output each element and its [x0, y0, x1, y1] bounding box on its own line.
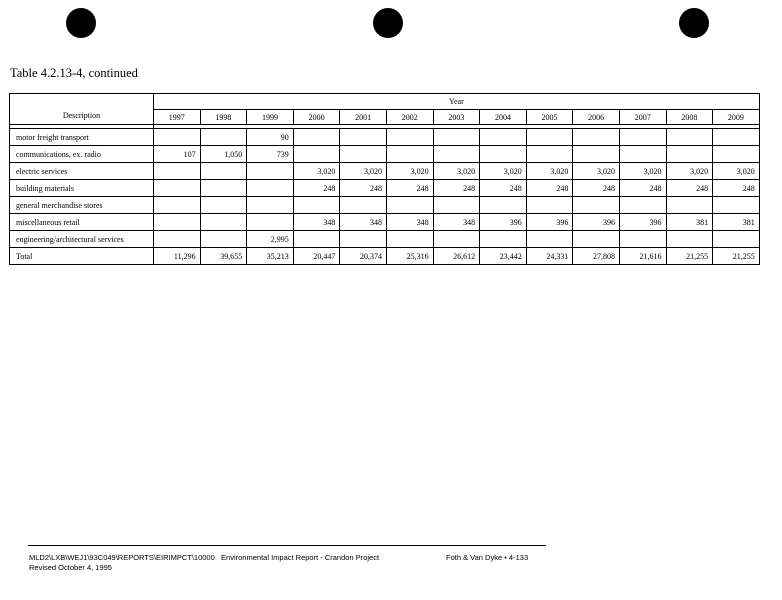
year-header-1999: 1999: [247, 110, 294, 125]
footer-path: MLD2\LXB\WEJ1\93C049\REPORTS\EIRIMPCT\10000: [29, 553, 215, 562]
table-cell: [200, 129, 247, 146]
table-cell: [293, 197, 340, 214]
table-cell: [526, 197, 573, 214]
table-cell: 2,995: [247, 231, 294, 248]
table-cell: 24,331: [526, 248, 573, 265]
table-cell: [200, 197, 247, 214]
year-group-header: Year: [154, 94, 760, 110]
year-header-1997: 1997: [154, 110, 201, 125]
table-cell: 23,442: [480, 248, 527, 265]
table-cell: 381: [713, 214, 760, 231]
table-cell: 39,655: [200, 248, 247, 265]
table-cell: 381: [666, 214, 713, 231]
table-cell: [154, 163, 201, 180]
table-row: [10, 129, 760, 146]
table-cell: 248: [433, 180, 480, 197]
table-cell: 25,316: [386, 248, 433, 265]
row-label: Total: [10, 248, 154, 265]
table-cell: [293, 146, 340, 163]
table-cell: [247, 214, 294, 231]
table-cell: 107: [154, 146, 201, 163]
table-cell: [386, 231, 433, 248]
table-cell: 21,255: [666, 248, 713, 265]
table-cell: 3,020: [666, 163, 713, 180]
table-cell: [480, 231, 527, 248]
table-cell: [340, 146, 387, 163]
table-cell: 35,213: [247, 248, 294, 265]
binder-hole-left: [66, 8, 96, 38]
table-cell: [200, 180, 247, 197]
year-header-2003: 2003: [433, 110, 480, 125]
table-cell: [526, 129, 573, 146]
table-cell: [573, 197, 620, 214]
footer-left: [29, 553, 379, 573]
table-cell: 20,374: [340, 248, 387, 265]
row-label: building materials: [10, 180, 154, 197]
footer-revised: Revised October 4, 1995: [29, 563, 112, 572]
table-cell: [247, 197, 294, 214]
table-cell: [340, 197, 387, 214]
year-header-1998: 1998: [200, 110, 247, 125]
table-cell: [433, 129, 480, 146]
table-cell: [293, 231, 340, 248]
table-cell: [713, 146, 760, 163]
table-cell: 3,020: [340, 163, 387, 180]
table-cell: 348: [293, 214, 340, 231]
table-cell: [713, 197, 760, 214]
table-cell: 396: [480, 214, 527, 231]
table-cell: 1,050: [200, 146, 247, 163]
binder-hole-right: [679, 8, 709, 38]
table-cell: 3,020: [480, 163, 527, 180]
table-cell: 248: [526, 180, 573, 197]
table-cell: [573, 129, 620, 146]
binder-hole-center: [373, 8, 403, 38]
table-row: [10, 231, 760, 248]
table-cell: [619, 197, 666, 214]
table-cell: 248: [386, 180, 433, 197]
year-header-2002: 2002: [386, 110, 433, 125]
table-cell: [154, 231, 201, 248]
table-cell: 27,808: [573, 248, 620, 265]
table-cell: 3,020: [433, 163, 480, 180]
table-cell: [433, 197, 480, 214]
table-cell: [480, 197, 527, 214]
table-cell: [200, 214, 247, 231]
table-cell: [386, 129, 433, 146]
year-header-2006: 2006: [573, 110, 620, 125]
table-cell: [666, 129, 713, 146]
table-cell: 3,020: [573, 163, 620, 180]
table-cell: [154, 197, 201, 214]
table-cell: 396: [619, 214, 666, 231]
table-cell: 348: [433, 214, 480, 231]
table-cell: [154, 129, 201, 146]
table-cell: [433, 146, 480, 163]
table-cell: 3,020: [386, 163, 433, 180]
table-cell: 3,020: [713, 163, 760, 180]
footer-rule: [28, 545, 546, 546]
table-cell: [526, 231, 573, 248]
table-row: [10, 197, 760, 214]
year-header-2000: 2000: [293, 110, 340, 125]
table-cell: [154, 214, 201, 231]
table-cell: [573, 231, 620, 248]
table-cell: [200, 163, 247, 180]
table-cell: [619, 129, 666, 146]
table-cell: [573, 146, 620, 163]
table-cell: 3,020: [293, 163, 340, 180]
description-header: Description: [10, 94, 154, 125]
table-cell: 3,020: [526, 163, 573, 180]
table-cell: [480, 129, 527, 146]
table-cell: [247, 180, 294, 197]
table-cell: [433, 231, 480, 248]
table-cell: 348: [340, 214, 387, 231]
table-cell: 21,616: [619, 248, 666, 265]
row-label: motor freight transport: [10, 129, 154, 146]
table-row: [10, 248, 760, 265]
table-cell: [247, 163, 294, 180]
table-cell: 248: [666, 180, 713, 197]
table-cell: 248: [713, 180, 760, 197]
table-cell: [386, 146, 433, 163]
table-cell: [480, 146, 527, 163]
table-cell: [619, 146, 666, 163]
year-header-2001: 2001: [340, 110, 387, 125]
row-label: engineering/architectural services: [10, 231, 154, 248]
table-cell: 348: [386, 214, 433, 231]
table-cell: [154, 180, 201, 197]
table-cell: 248: [573, 180, 620, 197]
table-cell: 248: [480, 180, 527, 197]
table-cell: 20,447: [293, 248, 340, 265]
table-cell: [293, 129, 340, 146]
year-header-2004: 2004: [480, 110, 527, 125]
table-cell: [619, 231, 666, 248]
row-label: electric services: [10, 163, 154, 180]
footer-firm-page: Foth & Van Dyke • 4-133: [446, 553, 529, 562]
year-header-2009: 2009: [713, 110, 760, 125]
table-cell: [666, 231, 713, 248]
table-cell: 26,612: [433, 248, 480, 265]
table-cell: [386, 197, 433, 214]
table-cell: 21,255: [713, 248, 760, 265]
table-caption: Table 4.2.13-4, continued: [10, 66, 138, 80]
row-label: miscellaneous retail: [10, 214, 154, 231]
table-cell: [666, 197, 713, 214]
table-cell: [526, 146, 573, 163]
table-cell: [340, 129, 387, 146]
year-header-2005: 2005: [526, 110, 573, 125]
year-header-2008: 2008: [666, 110, 713, 125]
table-body: [10, 129, 760, 265]
table-cell: 396: [526, 214, 573, 231]
year-header-2007: 2007: [619, 110, 666, 125]
table-cell: [200, 231, 247, 248]
table-row: [10, 163, 760, 180]
table-cell: 3,020: [619, 163, 666, 180]
table-cell: [713, 129, 760, 146]
footer-report: Environmental Impact Report - Crandon Project: [221, 553, 380, 562]
table-cell: 248: [619, 180, 666, 197]
table-cell: 90: [247, 129, 294, 146]
table-cell: [713, 231, 760, 248]
table-cell: 11,296: [154, 248, 201, 265]
table-row: [10, 146, 760, 163]
table-cell: 396: [573, 214, 620, 231]
table-row: [10, 180, 760, 197]
table-cell: [340, 231, 387, 248]
table-cell: 739: [247, 146, 294, 163]
table-cell: [666, 146, 713, 163]
row-label: general merchandise stores: [10, 197, 154, 214]
table-cell: 248: [340, 180, 387, 197]
table-cell: 248: [293, 180, 340, 197]
row-label: communications, ex. radio: [10, 146, 154, 163]
table-row: [10, 214, 760, 231]
data-table: [9, 93, 760, 265]
